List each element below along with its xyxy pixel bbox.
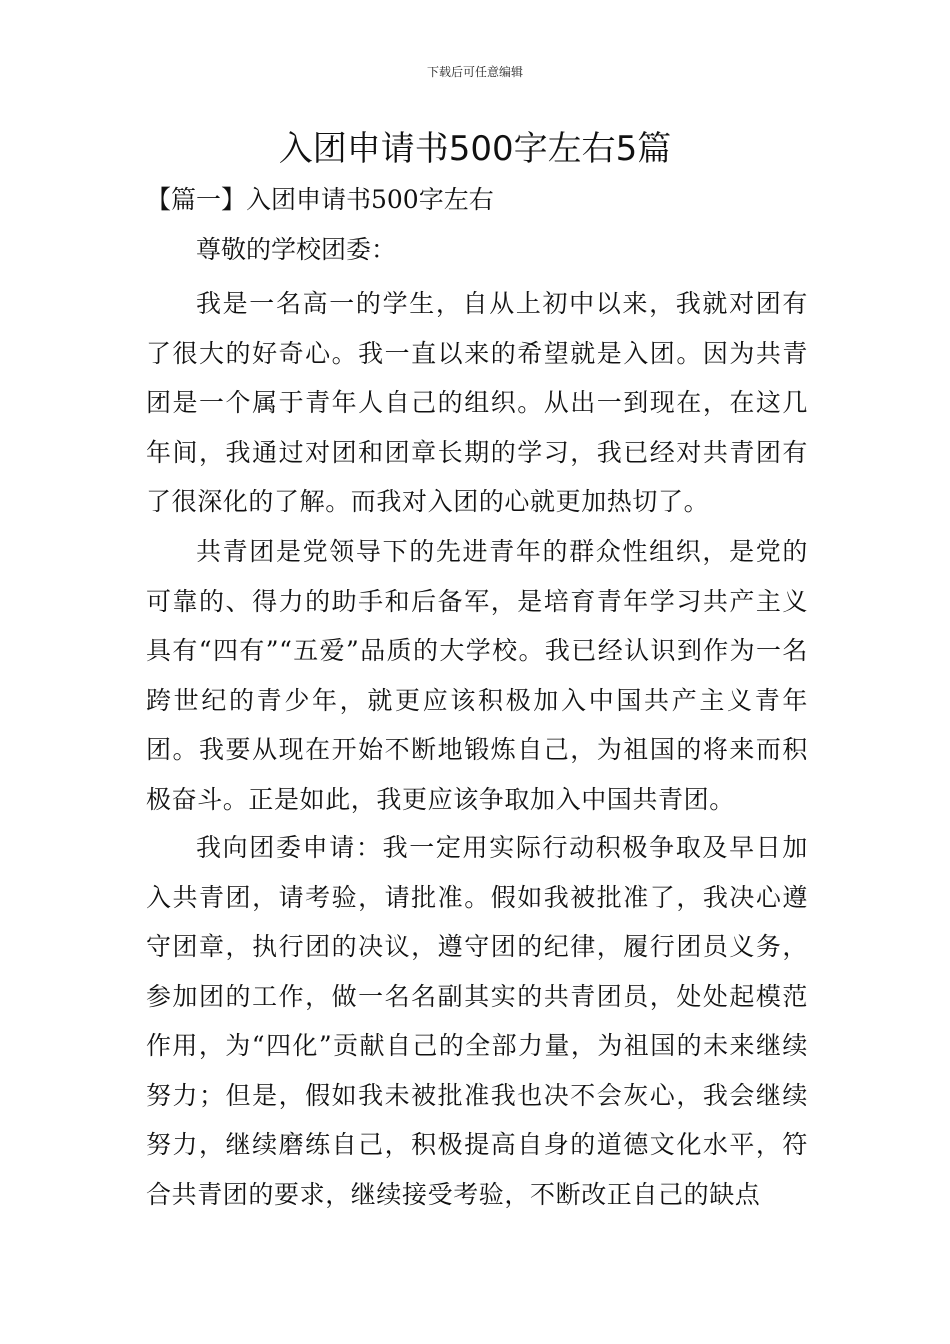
section-heading: 【篇一】入团申请书500字左右 <box>146 185 494 214</box>
document-title: 入团申请书500字左右5篇 <box>278 129 672 169</box>
header-note: 下载后可任意编辑 <box>426 65 523 79</box>
body-paragraph-3: 我向团委申请：我一定用实际行动积极争取及早日加入共青团，请考验，请批准。假如我被批准了，我决心遵守团章，执行团的决议，遵守团的纪律，履行团员义务，参加团的工作，做一名名副其实的共青团员，处处起模范作用，为“四化”贡献自己的全部力量，为祖国的未来继续努力；但是，假如我未被批准我也决不会灰心，我会继续努力，继续磨练自己，积极提高自身的道德文化水平，符合共青团的要求，继续接受考验，不断改正自己的缺点 <box>146 833 808 1209</box>
body-paragraph-1: 我是一名高一的学生，自从上初中以来，我就对团有了很大的好奇心。我一直以来的希望就是入团。因为共青团是一个属于青年人自己的组织。从出一到现在，在这几年间，我通过对团和团章长期的学习，我已经对共青团有了很深化的了解。而我对入团的心就更加热切了。 <box>146 289 808 516</box>
salutation: 尊敬的学校团委： <box>196 235 397 264</box>
body-paragraph-2: 共青团是党领导下的先进青年的群众性组织，是党的可靠的、得力的助手和后备军，是培育青年学习共产主义具有“四有”“五爱”品质的大学校。我已经认识到作为一名跨世纪的青少年，就更应该积极加入中国共产主义青年团。我要从现在开始不断地锻炼自己，为祖国的将来而积极奋斗。正是如此，我更应该争取加入中国共青团。 <box>146 537 808 814</box>
